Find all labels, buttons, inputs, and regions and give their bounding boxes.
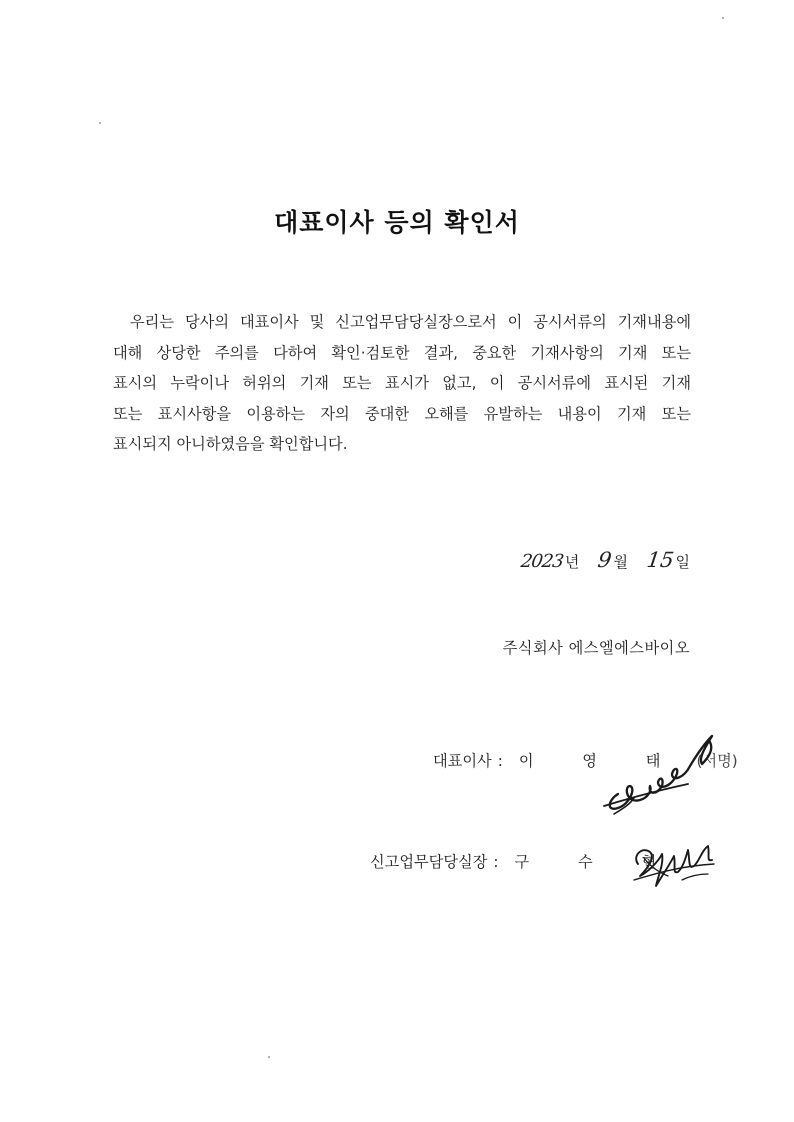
ceo-colon: : xyxy=(497,752,503,770)
ceo-handwritten-signature xyxy=(600,728,720,818)
statement-line: 표시되지 아니하였음을 확인합니다. xyxy=(113,435,348,453)
ceo-role-label: 대표이사 xyxy=(433,752,492,770)
ceo-name: 이 영 태 xyxy=(518,752,683,770)
signing-date xyxy=(521,548,690,572)
ceo-seal-label: (서명) xyxy=(696,752,738,770)
date-month-unit: 월 xyxy=(613,553,628,571)
officer-handwritten-signature xyxy=(628,836,718,894)
scan-speck xyxy=(268,1056,270,1058)
officer-colon: : xyxy=(493,853,499,871)
confirmation-statement xyxy=(113,307,691,460)
statement-line: 또는 표시사항을 이용하는 자의 중대한 오해를 유발하는 내용이 기재 또는 xyxy=(113,404,691,423)
statement-line: 대해 상당한 주의를 다하여 확인·검토한 결과, 중요한 기재사항의 기재 또는 xyxy=(113,343,691,362)
date-day-unit: 일 xyxy=(675,553,690,571)
date-day-handwritten: 15 xyxy=(645,548,676,572)
date-year-handwritten: 2023 xyxy=(519,551,565,572)
document-title: 대표이사 등의 확인서 xyxy=(274,208,520,237)
scan-speck xyxy=(722,17,724,19)
statement-line: 표시의 누락이나 허위의 기재 또는 표시가 없고, 이 공시서류에 표시된 기재 xyxy=(113,374,691,392)
date-year-unit: 년 xyxy=(564,553,580,571)
scan-speck xyxy=(99,122,101,124)
statement-line: 우리는 당사의 대표이사 및 신고업무담당실장으로서 이 공시서류의 기재내용에 xyxy=(130,313,691,331)
date-month-handwritten: 9 xyxy=(596,548,614,572)
officer-name: 구 수 현 xyxy=(514,853,679,871)
company-name: 주식회사 에스엘에스바이오 xyxy=(502,639,690,657)
officer-role-label: 신고업무담당실장 xyxy=(370,853,488,871)
